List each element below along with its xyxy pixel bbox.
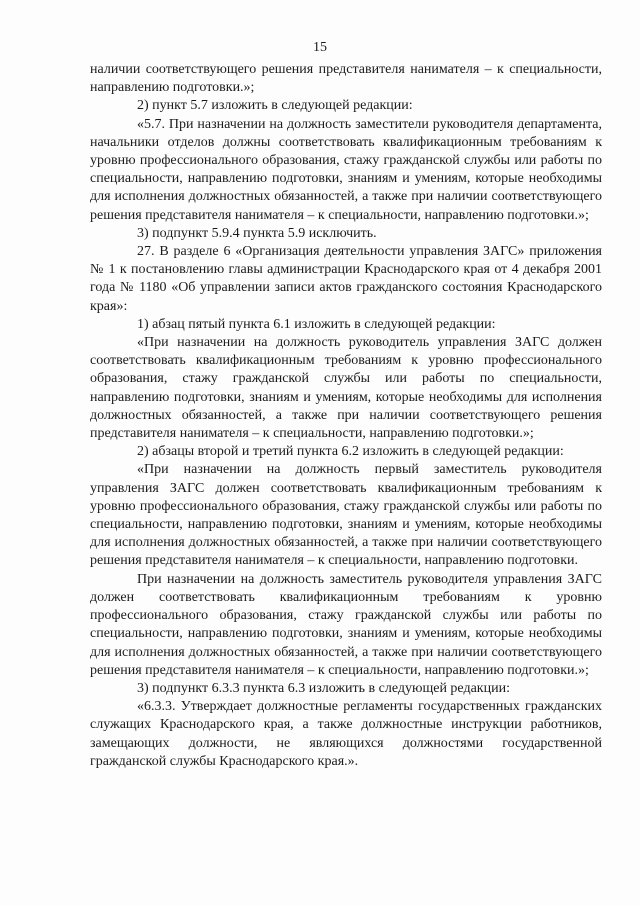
paragraph: «5.7. При назначении на должность заместители руководителя департамента, начальники отделов должны соответствовать квалификационным требованиям к уровню профессионального образования, стажу гражданской службы или работы по специальности, направлению подготовки, знаниям и умениям, которые необходимы для исполнения должностных обязанностей, а также при наличии соответствующего решения представителя нанимателя – к специальности, направлению подготовки.»;	[90, 116, 602, 223]
paragraph: 2) пункт 5.7 изложить в следующей редакции:	[137, 98, 413, 114]
paragraph: 1) абзац пятый пункта 6.1 изложить в следующей редакции:	[137, 316, 496, 332]
paragraph: наличии соответствующего решения представителя нанимателя – к специальности, направлению подготовки.»;	[90, 62, 602, 96]
page-number: 15	[313, 40, 327, 55]
paragraph: «При назначении на должность руководитель управления ЗАГС должен соответствовать квалификационным требованиям к уровню профессионального образования, стажу гражданской службы или работы по специальности, направлению подготовки, знаниям и умениям, которые необходимы для исполнения должностных обязанностей, а также при наличии соответствующего решения представителя нанимателя – к специальности, направлению подготовки.»;	[90, 335, 602, 442]
document-body	[90, 61, 602, 771]
paragraph: «При назначении на должность первый заместитель руководителя управления ЗАГС должен соответствовать квалификационным требованиям к уровню профессионального образования, стажу гражданской службы или работы по специальности, направлению подготовки, знаниям и умениям, которые необходимы для исполнения должностных обязанностей, а также при наличии соответствующего решения представителя нанимателя – к специальности, направлению подготовки.	[90, 462, 602, 569]
paragraph: 27. В разделе 6 «Организация деятельности управления ЗАГС» приложения № 1 к постановлению главы администрации Краснодарского края от 4 декабря 2001 года № 1180 «Об управлении записи актов гражданского состояния Краснодарского края»:	[90, 244, 602, 314]
paragraph: «6.3.3. Утверждает должностные регламенты государственных гражданских служащих Краснодарского края, а также должностные инструкции работников, замещающих должности, не являющихся должностями государственной гражданской службы Краснодарского края.».	[90, 699, 602, 769]
paragraph: 3) подпункт 6.3.3 пункта 6.3 изложить в следующей редакции:	[137, 680, 510, 696]
paragraph: 3) подпункт 5.9.4 пункта 5.9 исключить.	[137, 225, 377, 241]
paragraph: При назначении на должность заместитель руководителя управления ЗАГС должен соответствовать квалификационным требованиям к уровню профессионального образования, стажу гражданской службы или работы по специальности, направлению подготовки, знаниям и умениям, которые необходимы для исполнения должностных обязанностей, а также при наличии соответствующего решения представителя нанимателя – к специальности, направлению подготовки.»;	[90, 571, 602, 678]
paragraph: 2) абзацы второй и третий пункта 6.2 изложить в следующей редакции:	[137, 444, 564, 460]
